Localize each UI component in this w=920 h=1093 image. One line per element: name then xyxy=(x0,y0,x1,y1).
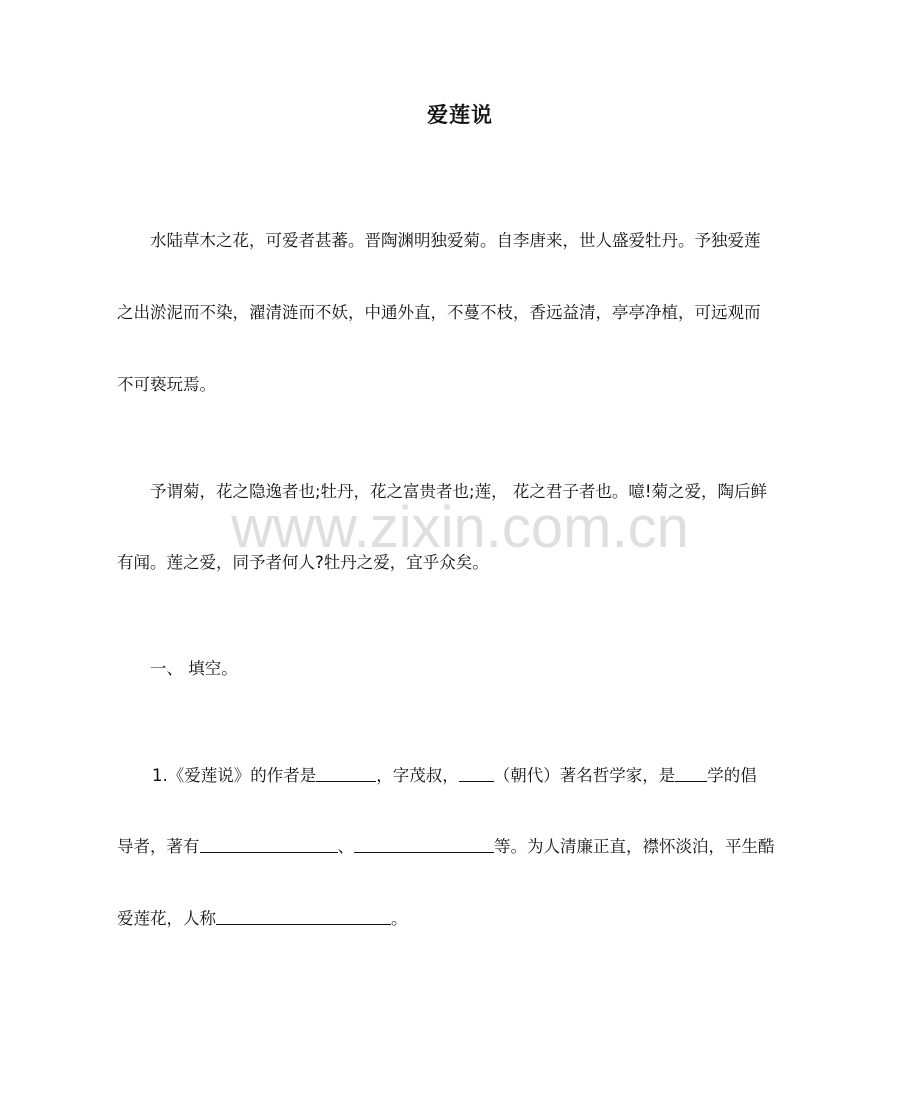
question-1-line-3 xyxy=(117,907,807,931)
question-1-text-g: 等。为人清廉正直，襟怀淡泊，平生酷 xyxy=(494,837,775,856)
paragraph-1-line-2: 之出淤泥而不染，濯清涟而不妖，中通外直，不蔓不枝，香远益清，亭亭净植，可远观而 xyxy=(117,303,761,322)
answer-blank-dynasty[interactable] xyxy=(459,764,494,782)
answer-blank-school[interactable] xyxy=(675,764,707,782)
question-1-text-c: （朝代）著名哲学家，是 xyxy=(493,766,676,785)
question-1-text-b: ，字茂叔， xyxy=(376,766,459,785)
question-1-line-2 xyxy=(117,835,807,859)
document-title: 爱莲说 xyxy=(427,103,493,127)
question-1-text-d: 学的倡 xyxy=(707,766,757,785)
answer-blank-work-2[interactable] xyxy=(354,835,494,853)
section-heading-fill-in: 一、 填空。 xyxy=(150,659,238,678)
paragraph-2-line-1: 予谓菊，花之隐逸者也;牡丹，花之富贵者也;莲， 花之君子者也。噫!菊之爱，陶后鲜 xyxy=(150,482,767,501)
question-1-text-f: 、 xyxy=(337,837,354,856)
answer-blank-title[interactable] xyxy=(216,907,391,925)
question-1-line-1 xyxy=(152,764,842,788)
question-1-text-h: 爱莲花，人称 xyxy=(117,909,216,928)
paragraph-1-line-1: 水陆草木之花，可爱者甚蕃。晋陶渊明独爱菊。自李唐来，世人盛爱牡丹。予独爱莲 xyxy=(150,231,761,250)
answer-blank-work-1[interactable] xyxy=(200,835,338,853)
question-1-text-i: 。 xyxy=(391,909,408,928)
paragraph-1-line-3: 不可亵玩焉。 xyxy=(117,375,216,394)
answer-blank-author[interactable] xyxy=(316,764,376,782)
paragraph-2-line-2: 有闻。莲之爱，同予者何人?牡丹之爱，宜乎众矣。 xyxy=(117,553,489,572)
question-1-text-e: 导者，著有 xyxy=(117,837,200,856)
question-1-text-a: 1.《爱莲说》的作者是 xyxy=(152,766,317,785)
watermark: www.zixin.com.cn xyxy=(231,495,689,560)
